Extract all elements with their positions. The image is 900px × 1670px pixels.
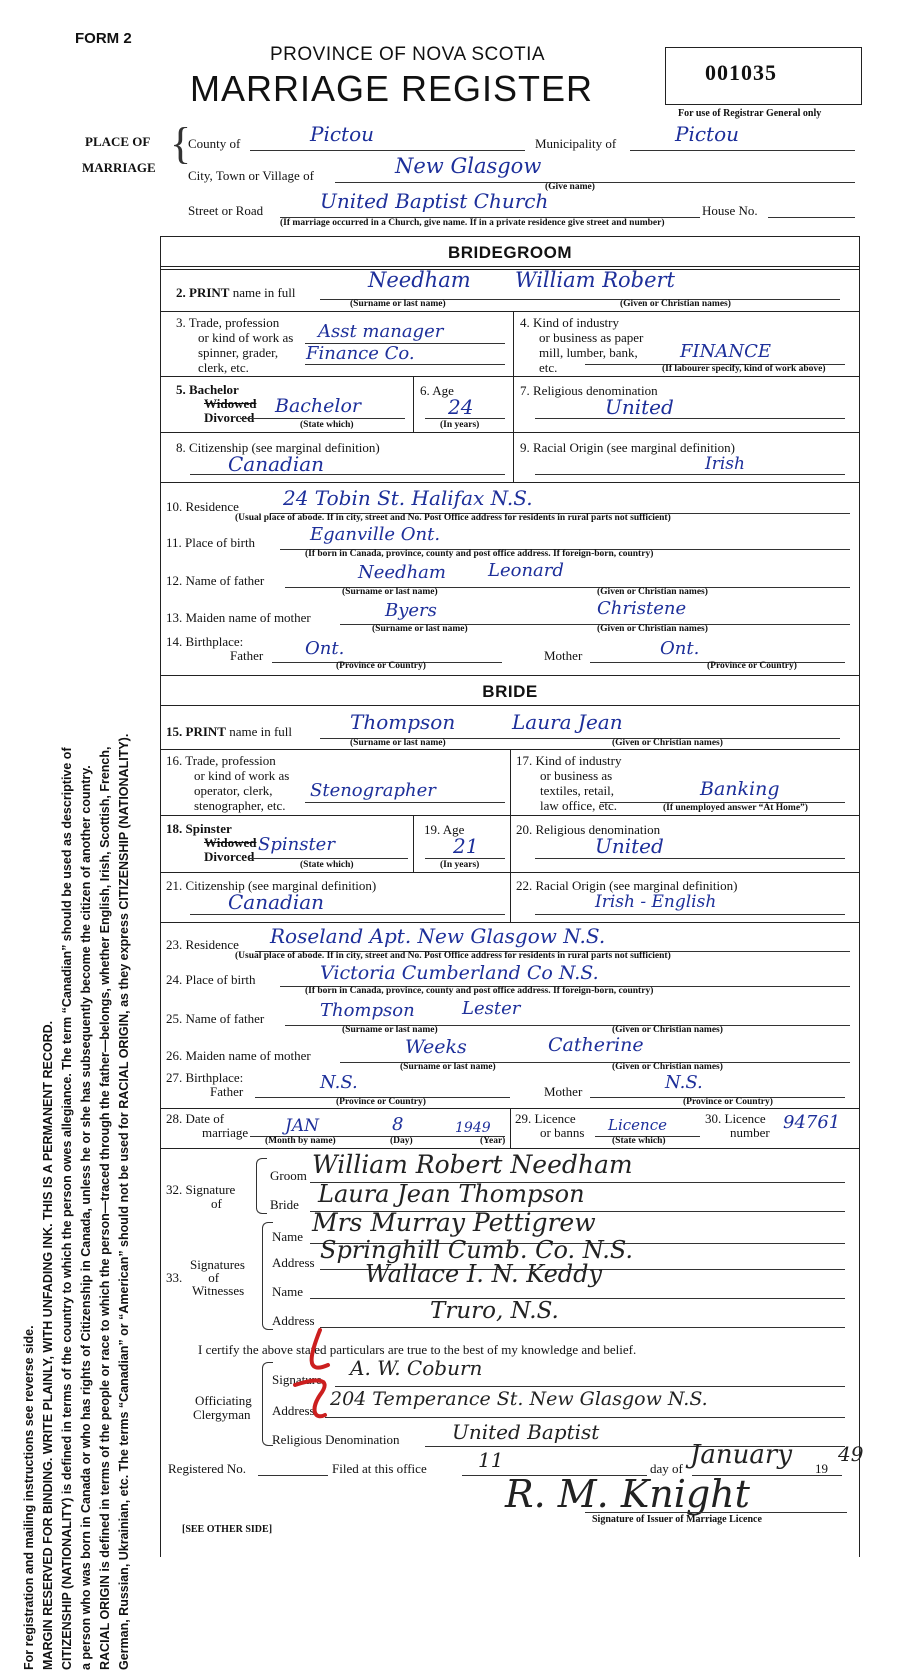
registered-no-line	[258, 1475, 328, 1476]
label-line: or business as	[540, 768, 613, 783]
print-label: 2. PRINT	[176, 285, 230, 300]
industry-note: (If labourer specify, kind of work above)	[662, 364, 826, 374]
county-label: County of	[188, 136, 241, 151]
divider	[160, 376, 860, 377]
witnesses-label	[166, 1258, 245, 1297]
state-which-note: (State which)	[612, 1136, 666, 1146]
divider	[510, 749, 511, 815]
label-line: etc.	[539, 360, 558, 375]
groom-father-label: 12. Name of father	[166, 573, 265, 588]
label-line: or kind of work as	[194, 768, 290, 783]
witness2-address: Truro, N.S.	[430, 1298, 559, 1324]
years-note: (In years)	[440, 420, 480, 430]
bride-citizenship: Canadian	[228, 890, 325, 914]
label-line: Witnesses	[192, 1283, 245, 1298]
clergy-denomination-label: Religious Denomination	[272, 1432, 400, 1447]
bride-age: 21	[453, 834, 479, 858]
groom-occupation-2: Finance Co.	[306, 343, 415, 364]
label-line: Divorced	[204, 410, 255, 425]
label-line: Signatures	[190, 1257, 245, 1272]
industry-note: (If unemployed answer “At Home”)	[663, 803, 808, 813]
bride-birthplace: Victoria Cumberland Co N.S.	[320, 962, 599, 984]
divider	[160, 266, 860, 267]
divider	[160, 1148, 860, 1149]
years-note: (In years)	[440, 860, 480, 870]
state-which-note: (State which)	[300, 860, 354, 870]
bride-father-label: 25. Name of father	[166, 1011, 265, 1026]
bride-industry-label	[516, 753, 621, 813]
issuer-signature-line	[585, 1512, 847, 1513]
witness-line	[310, 1298, 845, 1299]
father-label: Father	[210, 1084, 244, 1099]
groom-birthplace: Eganville Ont.	[310, 524, 441, 545]
clergy-signature-label: Signature	[272, 1372, 322, 1387]
bride-label: Bride	[270, 1197, 299, 1212]
label-line: number	[730, 1125, 770, 1140]
label-line: Clergyman	[193, 1407, 251, 1422]
red-check-mark	[280, 1325, 350, 1425]
print-label: 15. PRINT	[166, 724, 226, 739]
divider	[160, 922, 860, 923]
bride-marital-status: Spinster	[258, 834, 335, 855]
bride-birthplaces-label: 27. Birthplace:	[166, 1070, 244, 1085]
label-line: 3. Trade, profession	[176, 315, 280, 330]
witness1-address: Springhill Cumb. Co. N.S.	[320, 1236, 634, 1264]
witness1-address-label: Address	[272, 1255, 315, 1270]
groom-age: 24	[448, 395, 474, 419]
groom-surname: Needham	[368, 268, 471, 292]
bride-mother-birthplace: N.S.	[665, 1072, 703, 1093]
clergy-address-line	[325, 1417, 845, 1418]
city-line	[335, 182, 855, 183]
given-note: (Given or Christian names)	[597, 587, 708, 597]
residence-note: (Usual place of abode. If in city, street and No. Post Office address for residents in rural parts not sufficient)	[235, 951, 671, 961]
municipality-label: Municipality of	[535, 136, 617, 151]
filed-label: Filed at this office	[332, 1461, 427, 1476]
divider	[160, 675, 860, 676]
province-note: (Province or Country)	[683, 1097, 773, 1107]
label-line: Divorced	[204, 849, 255, 864]
clergy-address-label: Address	[272, 1403, 315, 1418]
label-line: textiles, retail,	[540, 783, 615, 798]
municipality-value: Pictou	[675, 122, 740, 146]
groom-mother-given: Christene	[597, 598, 687, 619]
province-heading: PROVINCE OF NOVA SCOTIA	[270, 44, 546, 65]
surname-note: (Surname or last name)	[342, 587, 438, 597]
groom-father-given: Leonard	[488, 560, 564, 581]
licence-number: 94761	[783, 1112, 841, 1133]
witness1-name: Mrs Murray Pettigrew	[312, 1208, 596, 1237]
groom-birthplaces-label: 14. Birthplace:	[166, 634, 244, 649]
label-line: stenographer, etc.	[194, 798, 286, 813]
citizenship-line	[190, 914, 505, 915]
groom-age-label: 6. Age	[420, 383, 454, 398]
bride-religion: United	[595, 834, 664, 858]
filed-month: January	[690, 1440, 793, 1470]
witness2-name-label: Name	[272, 1284, 304, 1299]
groom-label: Groom	[270, 1168, 307, 1183]
bride-signature: Laura Jean Thompson	[318, 1180, 585, 1208]
racial-line	[535, 474, 845, 475]
divider	[510, 815, 511, 872]
groom-racial-origin: Irish	[705, 454, 745, 474]
street-label: Street or Road	[188, 203, 264, 218]
occupation-line	[305, 364, 505, 365]
month-note: (Month by name)	[265, 1136, 336, 1146]
label-line: operator, clerk,	[194, 783, 273, 798]
bride-occupation-label	[166, 753, 289, 813]
county-value: Pictou	[310, 122, 375, 146]
groom-father-birthplace: Ont.	[305, 638, 345, 659]
surname-note: (Surname or last name)	[342, 1025, 438, 1035]
day-of-label: day of	[650, 1461, 683, 1476]
surname-note: (Surname or last name)	[350, 299, 446, 309]
groom-mother-label: 13. Maiden name of mother	[166, 610, 311, 625]
label-line: law office, etc.	[540, 798, 617, 813]
given-note: (Given or Christian names)	[620, 299, 731, 309]
bride-name-label	[166, 724, 292, 740]
marriage-month: JAN	[285, 1116, 319, 1136]
groom-religion-label: 7. Religious denomination	[520, 383, 658, 398]
registered-no-label: Registered No.	[168, 1461, 246, 1476]
signature-of-label	[166, 1183, 235, 1211]
registrar-note: For use of Registrar General only	[678, 108, 822, 119]
clergy-signature: A. W. Coburn	[350, 1356, 483, 1380]
margin-instructions	[20, 170, 131, 1670]
groom-mother-birthplace: Ont.	[660, 638, 700, 659]
year-prefix: 19	[815, 1461, 828, 1476]
margin-line-6: German, Russian, Ukrainian, etc. The terms “Canadian” or “American” should not be used for RACIAL ORIGIN, as they express CITIZENSHIP (NATIONALITY).	[117, 733, 131, 1670]
groom-given-names: William Robert	[515, 268, 675, 292]
birthplace-note: (If born in Canada, province, county and post office address. If foreign-born, country)	[305, 549, 654, 559]
day-note: (Day)	[390, 1136, 413, 1146]
state-which-note: (State which)	[300, 420, 354, 430]
groom-residence-label: 10. Residence	[166, 499, 239, 514]
bride-given-names: Laura Jean	[512, 710, 623, 734]
witness2-name: Wallace I. N. Keddy	[365, 1260, 603, 1288]
religion-line	[535, 858, 845, 859]
filed-year: 49	[838, 1442, 864, 1466]
bride-mother-given: Catherine	[548, 1034, 644, 1056]
street-value: United Baptist Church	[320, 189, 549, 213]
groom-citizenship-label: 8. Citizenship (see marginal definition)	[176, 440, 380, 455]
marital-line	[240, 418, 405, 419]
bridegroom-heading: BRIDEGROOM	[448, 243, 572, 262]
bride-mother-surname: Weeks	[405, 1036, 467, 1058]
city-note: (Give name)	[545, 182, 595, 192]
marital-line	[248, 858, 408, 859]
form-number: FORM 2	[75, 30, 132, 47]
label-line: 18. Spinster	[166, 821, 232, 836]
groom-occupation-label	[176, 315, 293, 375]
municipality-line	[630, 150, 855, 151]
label-line: or business as paper	[539, 330, 644, 345]
city-value: New Glasgow	[395, 154, 542, 178]
bride-birthplace-label: 24. Place of birth	[166, 972, 256, 987]
label-line: marriage	[202, 1125, 249, 1140]
bride-father-surname: Thompson	[320, 1000, 415, 1021]
margin-line-4: a person who was born in Canada or who has rights of Citizenship in Canada, unless he or she has subsequently become the citizen of another country.	[79, 765, 93, 1670]
signature-bracket	[256, 1158, 267, 1214]
marriage-date-label	[166, 1112, 248, 1140]
see-other-side: [SEE OTHER SIDE]	[182, 1524, 273, 1535]
occupation-line	[305, 802, 505, 803]
mother-label: Mother	[544, 1084, 583, 1099]
margin-line-1: For registration and mailing instructions see reverse side.	[22, 1325, 36, 1670]
clergy-denomination: United Baptist	[452, 1420, 600, 1444]
bride-racial-label: 22. Racial Origin (see marginal definition)	[516, 878, 738, 893]
register-number: 001035	[705, 60, 777, 85]
house-line	[768, 217, 855, 218]
label-line: spinner, grader,	[198, 345, 279, 360]
issuer-label: Signature of Issuer of Marriage Licence	[592, 1514, 762, 1525]
name-in-full-label: name in full	[229, 724, 293, 739]
divider	[160, 311, 860, 312]
label-line: or banns	[540, 1125, 585, 1140]
groom-religion: United	[605, 395, 674, 419]
divider	[513, 311, 514, 376]
licence-banns-label	[515, 1112, 584, 1140]
bride-occupation: Stenographer	[310, 780, 436, 801]
city-label: City, Town or Village of	[188, 168, 314, 183]
given-note: (Given or Christian names)	[612, 1025, 723, 1035]
label-line: 16. Trade, profession	[166, 753, 276, 768]
margin-line-3: CITIZENSHIP (NATIONALITY) is defined in terms of the country to which the person owes allegiance. The term “Canadian” should be used as descriptive of	[60, 747, 74, 1670]
label-line: Officiating	[195, 1393, 252, 1408]
groom-signature: William Robert Needham	[312, 1150, 633, 1179]
given-note: (Given or Christian names)	[597, 624, 708, 634]
label-line: 4. Kind of industry	[520, 315, 619, 330]
label-line: Widowed	[204, 396, 257, 411]
licence-or-banns: Licence	[608, 1116, 667, 1134]
divider	[510, 1108, 511, 1148]
county-line	[250, 150, 525, 151]
divider	[413, 815, 414, 872]
filed-day: 11	[478, 1448, 504, 1472]
officiating-clergyman-label	[193, 1394, 252, 1422]
witness1-name-label: Name	[272, 1229, 304, 1244]
groom-occupation-1: Asst manager	[318, 321, 444, 342]
age-line	[425, 858, 505, 859]
label-line: 33. of	[166, 1270, 220, 1285]
mother-label: Mother	[544, 648, 583, 663]
racial-line	[535, 914, 845, 915]
page-title: MARRIAGE REGISTER	[190, 68, 594, 109]
birthplace-note: (If born in Canada, province, county and post office address. If foreign-born, country)	[305, 986, 654, 996]
religion-line	[535, 418, 845, 419]
groom-father-surname: Needham	[358, 562, 446, 583]
witness-line	[320, 1327, 845, 1328]
groom-name-label	[176, 285, 296, 301]
place-brace: {	[170, 119, 192, 168]
year-note: (Year)	[480, 1136, 506, 1146]
clergy-signature-line	[335, 1386, 845, 1387]
surname-note: (Surname or last name)	[400, 1062, 496, 1072]
surname-note: (Surname or last name)	[372, 624, 468, 634]
label-line: 32. Signature	[166, 1182, 236, 1197]
issuer-signature: R. M. Knight	[505, 1472, 750, 1516]
groom-birthplace-label: 11. Place of birth	[166, 535, 256, 550]
divider	[160, 482, 860, 483]
label-line: mill, lumber, bank,	[539, 345, 638, 360]
marriage-year: 1949	[455, 1120, 491, 1136]
father-label: Father	[230, 648, 264, 663]
divider	[160, 432, 860, 433]
bride-residence: Roseland Apt. New Glasgow N.S.	[270, 924, 606, 948]
groom-citizenship: Canadian	[228, 452, 325, 476]
label-line: 5. Bachelor	[176, 382, 239, 397]
label-line: 29. Licence	[515, 1111, 576, 1126]
label-line: 17. Kind of industry	[516, 753, 622, 768]
divider	[513, 376, 514, 432]
label-line: clerk, etc.	[198, 360, 249, 375]
bride-heading: BRIDE	[482, 682, 538, 701]
margin-line-2: MARGIN RESERVED FOR BINDING. WRITE PLAINLY, WITH UNFADING INK. THIS IS A PERMANENT RECORD.	[41, 1020, 55, 1670]
bride-father-birthplace: N.S.	[320, 1072, 358, 1093]
label-line: or kind of work as	[198, 330, 294, 345]
bride-surname: Thompson	[350, 710, 456, 734]
divider	[510, 872, 511, 922]
province-note: (Province or Country)	[336, 661, 426, 671]
given-note: (Given or Christian names)	[612, 738, 723, 748]
bride-residence-label: 23. Residence	[166, 937, 239, 952]
given-note: (Given or Christian names)	[612, 1062, 723, 1072]
groom-industry: FINANCE	[680, 341, 772, 362]
groom-mother-surname: Byers	[385, 600, 437, 621]
bride-citizenship-label: 21. Citizenship (see marginal definition)	[166, 878, 377, 893]
witness2-address-label: Address	[272, 1313, 315, 1328]
house-label: House No.	[702, 203, 758, 218]
groom-racial-label: 9. Racial Origin (see marginal definition)	[520, 440, 735, 455]
bride-mother-label: 26. Maiden name of mother	[166, 1048, 311, 1063]
groom-residence: 24 Tobin St. Halifax N.S.	[283, 486, 533, 510]
residence-note: (Usual place of abode. If in city, street and No. Post Office address for residents in rural parts not sufficient)	[235, 513, 671, 523]
province-note: (Province or Country)	[707, 661, 797, 671]
province-note: (Province or Country)	[336, 1097, 426, 1107]
street-note: (If marriage occurred in a Church, give name. If in a private residence give street and number)	[280, 218, 665, 228]
bride-racial-origin: Irish - English	[595, 892, 717, 912]
groom-industry-label	[520, 315, 643, 375]
groom-marital-status: Bachelor	[275, 395, 362, 417]
certification-text: I certify the above stated particulars are true to the best of my knowledge and belief.	[198, 1342, 637, 1357]
divider	[160, 269, 860, 270]
label-line: 28. Date of	[166, 1111, 225, 1126]
licence-number-label	[705, 1112, 770, 1140]
divider	[160, 705, 860, 706]
marriage-label: MARRIAGE	[82, 160, 156, 175]
bride-age-label: 19. Age	[424, 822, 465, 837]
marriage-day: 8	[392, 1114, 404, 1135]
divider	[413, 376, 414, 432]
bride-industry: Banking	[700, 778, 780, 800]
divider	[513, 432, 514, 482]
bride-marital-label	[166, 822, 257, 864]
bride-father-given: Lester	[462, 998, 521, 1019]
name-in-full-label: name in full	[232, 285, 296, 300]
label-line: 30. Licence	[705, 1111, 766, 1126]
place-of-label: PLACE OF	[85, 134, 151, 149]
bride-religion-label: 20. Religious denomination	[516, 822, 661, 837]
label-line: of	[211, 1196, 222, 1211]
clergy-address: 204 Temperance St. New Glasgow N.S.	[330, 1388, 708, 1410]
label-line: Widowed	[204, 835, 257, 850]
surname-note: (Surname or last name)	[350, 738, 446, 748]
margin-line-5: RACIAL ORIGIN is defined in terms of the people or race to which the person—traced through the father—belongs, whether English, Irish, Scottish, French,	[98, 746, 112, 1670]
